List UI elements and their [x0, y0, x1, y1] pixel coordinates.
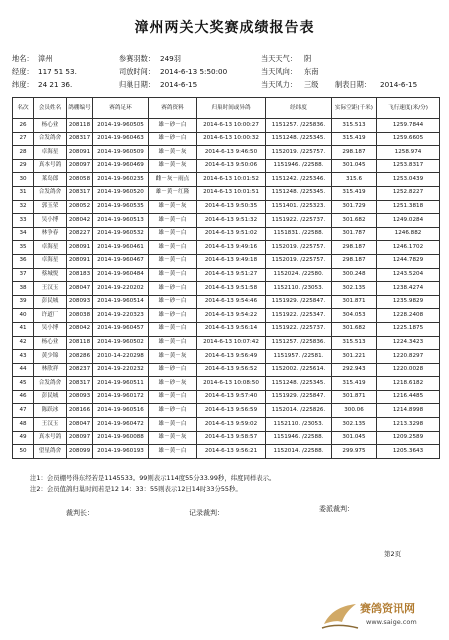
- cell-speed: 1253.0439: [377, 173, 440, 187]
- cell-rank: 35: [13, 241, 34, 255]
- cell-ring: 2014-19-960511: [93, 377, 149, 391]
- cell-member: 林欣祥: [34, 363, 67, 377]
- cell-arrival-time: 2014-6-13 10:01:51: [197, 186, 266, 200]
- cell-loft-no: 208091: [67, 241, 93, 255]
- return-date-label: 归巢日期：: [119, 80, 155, 89]
- cell-speed: 1243.5204: [377, 268, 440, 282]
- cell-loft-no: 208047: [67, 418, 93, 432]
- table-row: [13, 200, 440, 214]
- cell-loft-no: 208052: [67, 200, 93, 214]
- cell-arrival-time: 2014-6-13 9:51:32: [197, 214, 266, 228]
- cell-arrival-time: 2014-6-13 9:50:35: [197, 200, 266, 214]
- cell-arrival-time: 2014-6-13 9:54:46: [197, 295, 266, 309]
- cell-pigeon-info: 雄－砂－灰: [149, 377, 197, 391]
- header-distance: 实际空距(千米): [332, 98, 377, 119]
- cell-distance: 302.135: [332, 282, 377, 296]
- cell-member: 卓海星: [34, 146, 67, 160]
- cell-ring: 2014-19-960235: [93, 173, 149, 187]
- cell-member: 合发鸽舍: [34, 132, 67, 146]
- cell-ring: 2014-19-960502: [93, 336, 149, 350]
- cell-member: 蔡城悦: [34, 268, 67, 282]
- table-row: [13, 445, 440, 459]
- cell-speed: 1258.974: [377, 146, 440, 160]
- cell-arrival-time: 2014-6-13 9:46:50: [197, 146, 266, 160]
- cell-loft-no: 208227: [67, 227, 93, 241]
- cell-loft-no: 208118: [67, 119, 93, 133]
- cell-arrival-time: 2014-6-13 9:51:58: [197, 282, 266, 296]
- cell-arrival-time: 2014-6-13 9:54:22: [197, 309, 266, 323]
- weather-value: 阴: [304, 54, 312, 63]
- cell-pigeon-info: 雄－砂－白: [149, 363, 197, 377]
- cell-rank: 28: [13, 146, 34, 160]
- results-table: [12, 97, 440, 459]
- latitude-value: 24 21 36.: [38, 80, 73, 89]
- cell-pigeon-info: 雄－黄－红隆: [149, 186, 197, 200]
- cell-coordinates: 1152110. /23053.: [266, 418, 332, 432]
- cell-member: 彭民城: [34, 390, 67, 404]
- cell-member: 杨心业: [34, 336, 67, 350]
- latitude-label: 纬度：: [12, 80, 34, 89]
- table-row: [13, 268, 440, 282]
- cell-coordinates: 1151922. /225737.: [266, 322, 332, 336]
- cell-member: 合发鸽舍: [34, 186, 67, 200]
- cell-coordinates: 1151242. /225346.: [266, 173, 332, 187]
- longitude-label: 经度：: [12, 67, 34, 76]
- cell-pigeon-info: 雄－黄－灰: [149, 159, 197, 173]
- cell-arrival-time: 2014-6-13 9:50:06: [197, 159, 266, 173]
- cell-rank: 31: [13, 186, 34, 200]
- cell-arrival-time: 2014-6-13 9:51:02: [197, 227, 266, 241]
- cell-ring: 2010-14-220298: [93, 350, 149, 364]
- cell-pigeon-info: 雄－黄－灰: [149, 200, 197, 214]
- cell-speed: 1235.9829: [377, 295, 440, 309]
- cell-pigeon-info: 雄－黄－白: [149, 445, 197, 459]
- cell-pigeon-info: 雄－黄－白: [149, 227, 197, 241]
- table-row: [13, 363, 440, 377]
- cell-arrival-time: 2014-6-13 10:01:52: [197, 173, 266, 187]
- cell-loft-no: 208317: [67, 377, 93, 391]
- cell-coordinates: 1151257. /225836.: [266, 119, 332, 133]
- page-number: 第2页: [384, 550, 402, 558]
- table-row: [13, 241, 440, 255]
- table-row: [13, 350, 440, 364]
- cell-loft-no: 208099: [67, 445, 93, 459]
- cell-ring: 2014-19-220323: [93, 309, 149, 323]
- cell-member: 林争春: [34, 227, 67, 241]
- cell-ring: 2014-19-960172: [93, 390, 149, 404]
- cell-speed: 1209.2589: [377, 431, 440, 445]
- table-row: [13, 418, 440, 432]
- cell-speed: 1225.1875: [377, 322, 440, 336]
- cell-pigeon-info: 雄－砂－白: [149, 309, 197, 323]
- cell-loft-no: 208042: [67, 214, 93, 228]
- report-title: 漳州两关大奖赛成绩报告表: [134, 20, 315, 36]
- cell-pigeon-info: 雄－黄－白: [149, 390, 197, 404]
- cell-member: 陈跃冰: [34, 404, 67, 418]
- cell-member: 杨心业: [34, 119, 67, 133]
- cell-ring: 2014-19-960509: [93, 146, 149, 160]
- cell-arrival-time: 2014-6-13 9:56:59: [197, 404, 266, 418]
- location-label: 地名：: [12, 54, 34, 63]
- cell-coordinates: 1152014. /22588.: [266, 445, 332, 459]
- cell-loft-no: 208097: [67, 159, 93, 173]
- header-pigeon-info: 赛鸽资料: [149, 98, 197, 119]
- cell-rank: 32: [13, 200, 34, 214]
- cell-rank: 27: [13, 132, 34, 146]
- cell-loft-no: 208042: [67, 322, 93, 336]
- return-date-value: 2014-6-15: [160, 80, 198, 89]
- cell-rank: 46: [13, 390, 34, 404]
- cell-coordinates: 1151946. /22588.: [266, 431, 332, 445]
- wind-force-label: 当天风力：: [261, 80, 297, 89]
- watermark: [320, 596, 442, 634]
- table-row: [13, 404, 440, 418]
- cell-distance: 301.045: [332, 159, 377, 173]
- cell-speed: 1220.8297: [377, 350, 440, 364]
- cell-speed: 1228.2408: [377, 309, 440, 323]
- made-date-value: 2014-6-15: [380, 80, 418, 89]
- cell-ring: 2014-19-960532: [93, 227, 149, 241]
- dispatch-referee-label: 委派裁判：: [319, 505, 354, 513]
- cell-rank: 47: [13, 404, 34, 418]
- cell-rank: 34: [13, 227, 34, 241]
- header-arrival-time: 归巢时间或异鸽: [197, 98, 266, 119]
- cell-loft-no: 208166: [67, 404, 93, 418]
- cell-distance: 315.419: [332, 132, 377, 146]
- wind-direction-label: 当天风向：: [261, 67, 297, 76]
- cell-distance: 300.06: [332, 404, 377, 418]
- cell-speed: 1246.882: [377, 227, 440, 241]
- cell-ring: 2014-19-960467: [93, 254, 149, 268]
- cell-loft-no: 208047: [67, 282, 93, 296]
- cell-member: 卓海星: [34, 254, 67, 268]
- table-row: [13, 173, 440, 187]
- cell-pigeon-info: 雄－砂－白: [149, 404, 197, 418]
- cell-speed: 1244.7829: [377, 254, 440, 268]
- table-row: [13, 214, 440, 228]
- cell-arrival-time: 2014-6-13 10:07:42: [197, 336, 266, 350]
- cell-coordinates: 1151929. /225847.: [266, 295, 332, 309]
- count-label: 参赛羽数：: [119, 54, 155, 63]
- header-ring: 赛鸽足环: [93, 98, 149, 119]
- cell-arrival-time: 2014-6-13 9:57:40: [197, 390, 266, 404]
- cell-pigeon-info: 雄－黄－白: [149, 322, 197, 336]
- cell-ring: 2014-19-960516: [93, 404, 149, 418]
- table-row: [13, 377, 440, 391]
- cell-member: 吴小博: [34, 214, 67, 228]
- cell-distance: 301.682: [332, 322, 377, 336]
- table-row: [13, 322, 440, 336]
- cell-loft-no: 208091: [67, 254, 93, 268]
- cell-member: 吴小博: [34, 322, 67, 336]
- cell-pigeon-info: 雄－黄－白: [149, 254, 197, 268]
- weather-label: 当天天气：: [261, 54, 297, 63]
- cell-coordinates: 1152002. /225614.: [266, 363, 332, 377]
- cell-coordinates: 1151831. /22588.: [266, 227, 332, 241]
- header-rank: 名次: [13, 98, 34, 119]
- cell-member: 莱岛郎: [34, 173, 67, 187]
- cell-pigeon-info: 雄－黄－灰: [149, 146, 197, 160]
- cell-speed: 1220.0028: [377, 363, 440, 377]
- table-body: [13, 119, 440, 459]
- cell-coordinates: 1152014. /225826.: [266, 404, 332, 418]
- cell-loft-no: 208286: [67, 350, 93, 364]
- cell-distance: 301.682: [332, 214, 377, 228]
- cell-speed: 1218.6182: [377, 377, 440, 391]
- cell-rank: 42: [13, 336, 34, 350]
- cell-member: 许道厂: [34, 309, 67, 323]
- cell-member: 王汉玉: [34, 418, 67, 432]
- cell-distance: 315.513: [332, 336, 377, 350]
- cell-arrival-time: 2014-6-13 9:49:16: [197, 241, 266, 255]
- cell-distance: 301.221: [332, 350, 377, 364]
- cell-ring: 2014-19-960505: [93, 119, 149, 133]
- cell-arrival-time: 2014-6-13 10:08:50: [197, 377, 266, 391]
- cell-pigeon-info: 雄－黄－灰: [149, 350, 197, 364]
- cell-distance: 315.6: [332, 173, 377, 187]
- cell-member: 真本号鸽: [34, 159, 67, 173]
- cell-rank: 49: [13, 431, 34, 445]
- cell-coordinates: 1151957. /22581.: [266, 350, 332, 364]
- cell-arrival-time: 2014-6-13 10:00:32: [197, 132, 266, 146]
- cell-loft-no: 208091: [67, 146, 93, 160]
- cell-arrival-time: 2014-6-13 9:58:57: [197, 431, 266, 445]
- cell-distance: 315.419: [332, 186, 377, 200]
- cell-distance: 304.053: [332, 309, 377, 323]
- cell-ring: 2014-19-960535: [93, 200, 149, 214]
- table-row: [13, 254, 440, 268]
- cell-rank: 38: [13, 282, 34, 296]
- cell-loft-no: 208058: [67, 173, 93, 187]
- cell-rank: 30: [13, 173, 34, 187]
- cell-member: 郭玉荣: [34, 200, 67, 214]
- made-date-label: 制表日期：: [335, 80, 371, 89]
- cell-coordinates: 1152019. /225757.: [266, 241, 332, 255]
- cell-loft-no: 208093: [67, 295, 93, 309]
- chief-referee-label: 裁判长：: [66, 509, 94, 517]
- cell-ring: 2014-19-960520: [93, 186, 149, 200]
- cell-rank: 36: [13, 254, 34, 268]
- table-row: [13, 295, 440, 309]
- cell-speed: 1205.3643: [377, 445, 440, 459]
- table-row: [13, 390, 440, 404]
- cell-loft-no: 208317: [67, 186, 93, 200]
- cell-pigeon-info: 雄－黄－白: [149, 268, 197, 282]
- cell-arrival-time: 2014-6-13 10:00:27: [197, 119, 266, 133]
- cell-pigeon-info: 雄－黄－白: [149, 418, 197, 432]
- cell-distance: 301.045: [332, 431, 377, 445]
- cell-distance: 301.787: [332, 227, 377, 241]
- wind-direction-value: 东南: [304, 67, 319, 76]
- cell-pigeon-info: 雄－砂－白: [149, 119, 197, 133]
- longitude-value: 117 51 53.: [38, 67, 77, 76]
- cell-loft-no: 208183: [67, 268, 93, 282]
- cell-pigeon-info: 雄－砂－白: [149, 282, 197, 296]
- cell-pigeon-info: 雄－黄－白: [149, 336, 197, 350]
- cell-pigeon-info: 雄－黄－白: [149, 214, 197, 228]
- cell-member: 彭民城: [34, 295, 67, 309]
- cell-coordinates: 1151401. /225323.: [266, 200, 332, 214]
- cell-distance: 302.135: [332, 418, 377, 432]
- cell-coordinates: 1151257. /225836.: [266, 336, 332, 350]
- cell-coordinates: 1151248. /225345.: [266, 377, 332, 391]
- cell-distance: 292.943: [332, 363, 377, 377]
- cell-ring: 2014-19-960469: [93, 159, 149, 173]
- cell-rank: 39: [13, 295, 34, 309]
- cell-loft-no: 208093: [67, 390, 93, 404]
- cell-speed: 1213.3298: [377, 418, 440, 432]
- table-row: [13, 146, 440, 160]
- cell-rank: 37: [13, 268, 34, 282]
- cell-coordinates: 1152110. /23053.: [266, 282, 332, 296]
- cell-arrival-time: 2014-6-13 9:59:02: [197, 418, 266, 432]
- cell-ring: 2014-19-960088: [93, 431, 149, 445]
- cell-ring: 2014-19-960513: [93, 214, 149, 228]
- header-loft-no: 鸽棚编号: [67, 98, 93, 119]
- cell-member: 合发鸽舍: [34, 377, 67, 391]
- cell-speed: 1214.8998: [377, 404, 440, 418]
- cell-coordinates: 1151922. /225737.: [266, 214, 332, 228]
- table-row: [13, 227, 440, 241]
- pigeon-logo-icon: [320, 598, 360, 632]
- cell-coordinates: 1152019. /225757.: [266, 254, 332, 268]
- cell-arrival-time: 2014-6-13 9:49:18: [197, 254, 266, 268]
- cell-rank: 33: [13, 214, 34, 228]
- cell-rank: 26: [13, 119, 34, 133]
- cell-pigeon-info: 雄－黄－白: [149, 241, 197, 255]
- cell-coordinates: 1151248. /225345.: [266, 132, 332, 146]
- cell-coordinates: 1152019. /225757.: [266, 146, 332, 160]
- watermark-brand: 赛鸽资讯网: [360, 602, 415, 615]
- cell-distance: 315.419: [332, 377, 377, 391]
- cell-distance: 298.187: [332, 254, 377, 268]
- cell-coordinates: 1151922. /225347.: [266, 309, 332, 323]
- cell-rank: 41: [13, 322, 34, 336]
- cell-distance: 300.248: [332, 268, 377, 282]
- cell-distance: 301.729: [332, 200, 377, 214]
- cell-speed: 1216.4485: [377, 390, 440, 404]
- cell-rank: 43: [13, 350, 34, 364]
- cell-member: 真本号鸽: [34, 431, 67, 445]
- cell-loft-no: 208118: [67, 336, 93, 350]
- cell-arrival-time: 2014-6-13 9:56:14: [197, 322, 266, 336]
- cell-member: 卓海星: [34, 241, 67, 255]
- cell-rank: 29: [13, 159, 34, 173]
- cell-rank: 44: [13, 363, 34, 377]
- cell-arrival-time: 2014-6-13 9:56:49: [197, 350, 266, 364]
- cell-speed: 1246.1702: [377, 241, 440, 255]
- cell-speed: 1252.8227: [377, 186, 440, 200]
- location-value: 漳州: [38, 54, 53, 63]
- cell-speed: 1249.0284: [377, 214, 440, 228]
- table-row: [13, 282, 440, 296]
- record-referee-label: 记录裁判：: [189, 509, 224, 517]
- cell-distance: 315.513: [332, 119, 377, 133]
- cell-coordinates: 1151248. /225345.: [266, 186, 332, 200]
- cell-rank: 45: [13, 377, 34, 391]
- cell-ring: 2014-19-960457: [93, 322, 149, 336]
- cell-arrival-time: 2014-6-13 9:51:27: [197, 268, 266, 282]
- header-speed: 飞行速度(米/分): [377, 98, 440, 119]
- cell-distance: 299.975: [332, 445, 377, 459]
- cell-rank: 50: [13, 445, 34, 459]
- table-row: [13, 309, 440, 323]
- table-row: [13, 159, 440, 173]
- cell-distance: 298.187: [332, 241, 377, 255]
- cell-pigeon-info: 雌－灰－雨点: [149, 173, 197, 187]
- cell-distance: 301.871: [332, 295, 377, 309]
- watermark-url: www.saige.com: [366, 618, 417, 626]
- cell-pigeon-info: 雄－砂－白: [149, 295, 197, 309]
- cell-speed: 1259.6605: [377, 132, 440, 146]
- count-value: 249羽: [160, 54, 181, 63]
- cell-ring: 2014-19-220202: [93, 282, 149, 296]
- cell-ring: 2014-19-960461: [93, 241, 149, 255]
- cell-speed: 1238.4274: [377, 282, 440, 296]
- footnote-1: 注1：会员棚号得东经若是1145533。99则表示114度55分33.99秒，纬度同样表示。: [30, 474, 276, 482]
- table-row: [13, 119, 440, 133]
- cell-distance: 301.871: [332, 390, 377, 404]
- table-header-row: [13, 98, 440, 119]
- cell-rank: 48: [13, 418, 34, 432]
- cell-loft-no: 208317: [67, 132, 93, 146]
- cell-rank: 40: [13, 309, 34, 323]
- cell-coordinates: 1151929. /225847.: [266, 390, 332, 404]
- cell-ring: 2014-19-960484: [93, 268, 149, 282]
- cell-coordinates: 1152024. /22580.: [266, 268, 332, 282]
- table-row: [13, 132, 440, 146]
- cell-pigeon-info: 雄－黄－灰: [149, 431, 197, 445]
- cell-arrival-time: 2014-6-13 9:56:21: [197, 445, 266, 459]
- cell-loft-no: 208097: [67, 431, 93, 445]
- cell-speed: 1224.3423: [377, 336, 440, 350]
- cell-ring: 2014-19-960463: [93, 132, 149, 146]
- cell-coordinates: 1151946. /22588.: [266, 159, 332, 173]
- cell-arrival-time: 2014-6-13 9:56:52: [197, 363, 266, 377]
- cell-member: 王汉玉: [34, 282, 67, 296]
- cell-pigeon-info: 雄－砂－白: [149, 132, 197, 146]
- release-value: 2014-6-13 5:50:00: [160, 67, 228, 76]
- header-coordinates: 经纬度: [266, 98, 332, 119]
- cell-speed: 1259.7844: [377, 119, 440, 133]
- table-row: [13, 186, 440, 200]
- table-row: [13, 336, 440, 350]
- cell-member: 黄少锦: [34, 350, 67, 364]
- cell-member: 望星鸽舍: [34, 445, 67, 459]
- cell-distance: 298.187: [332, 146, 377, 160]
- cell-ring: 2014-19-960193: [93, 445, 149, 459]
- cell-ring: 2014-19-220232: [93, 363, 149, 377]
- table-row: [13, 431, 440, 445]
- cell-ring: 2014-19-960514: [93, 295, 149, 309]
- cell-speed: 1253.8317: [377, 159, 440, 173]
- header-member: 会员姓名: [34, 98, 67, 119]
- cell-speed: 1251.3818: [377, 200, 440, 214]
- cell-ring: 2014-19-960472: [93, 418, 149, 432]
- footnote-2: 注2：会员值鸽归巢时间若是12 14：33：55则表示12日14时33分55秒。: [30, 485, 242, 493]
- cell-loft-no: 208237: [67, 363, 93, 377]
- wind-force-value: 三级: [304, 80, 319, 89]
- cell-loft-no: 208038: [67, 309, 93, 323]
- release-label: 司放时间：: [119, 67, 155, 76]
